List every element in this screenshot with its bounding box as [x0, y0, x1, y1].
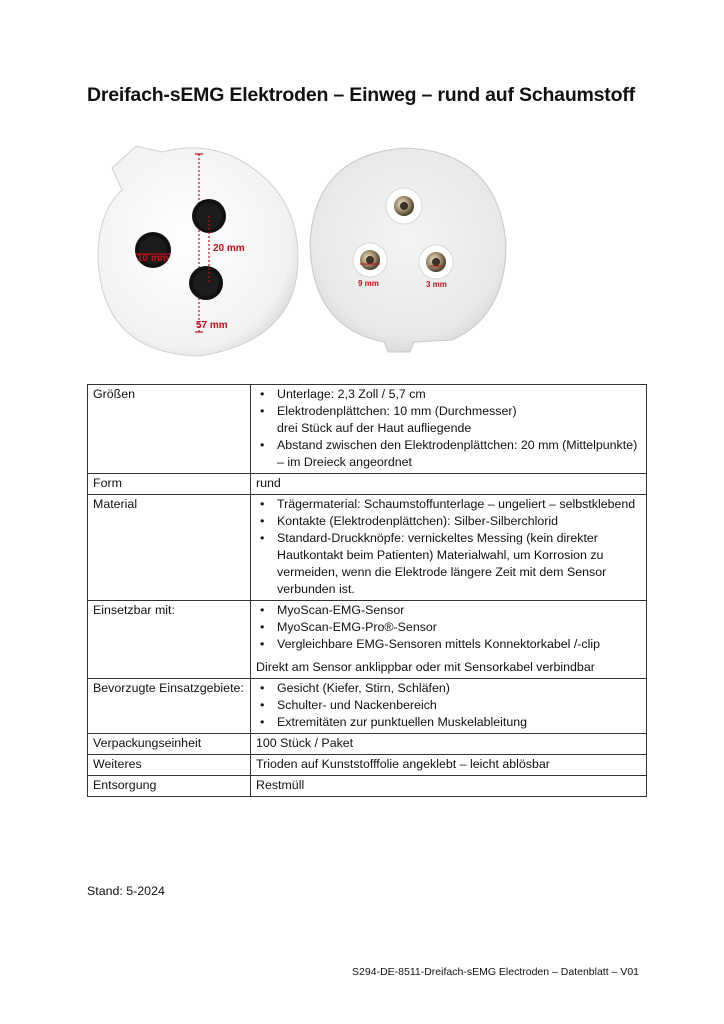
dim-9mm-label: 9 mm [358, 279, 379, 288]
row-value: rund [251, 474, 647, 495]
row-note: Direkt am Sensor anklippbar oder mit Sensorkabel verbindbar [256, 660, 595, 674]
list-item: • Unterlage: 2,3 Zoll / 5,7 cm [256, 386, 642, 403]
table-row [88, 474, 647, 495]
row-value [251, 679, 647, 734]
page-footer: S294-DE-8511-Dreifach-sEMG Electroden – Datenblatt – V01 [352, 966, 639, 978]
table-row [88, 776, 647, 797]
list-item: • Abstand zwischen den Elektrodenplättchen: 20 mm (Mittelpunkte) – im Dreieck angeordnet [256, 437, 642, 471]
row-value: 100 Stück / Paket [251, 734, 647, 755]
row-key: Größen [88, 385, 251, 474]
dim-10mm-label: 10 mm [137, 253, 169, 264]
row-value [251, 495, 647, 601]
row-value: Restmüll [251, 776, 647, 797]
row-key: Verpackungseinheit [88, 734, 251, 755]
dim-3mm-label: 3 mm [426, 280, 447, 289]
table-row [88, 495, 647, 601]
table-row [88, 601, 647, 679]
page-title: Dreifach-sEMG Elektroden – Einweg – rund auf Schaumstoff [87, 84, 635, 106]
list-item: • Schulter- und Nackenbereich [256, 697, 642, 714]
row-key: Einsetzbar mit: [88, 601, 251, 679]
row-key: Form [88, 474, 251, 495]
list-item: • MyoScan-EMG-Pro®-Sensor [256, 619, 642, 636]
list-item: • Elektrodenplättchen: 10 mm (Durchmesser) drei Stück auf der Haut aufliegende [256, 403, 642, 437]
dim-57mm-label: 57 mm [196, 320, 228, 331]
row-key: Bevorzugte Einsatzgebiete: [88, 679, 251, 734]
table-row [88, 734, 647, 755]
row-key: Entsorgung [88, 776, 251, 797]
electrode-back-image [302, 140, 514, 362]
revision-date: Stand: 5-2024 [87, 884, 165, 898]
list-item: • Standard-Druckknöpfe: vernickeltes Messing (kein direkter Hautkontakt beim Patienten) Materialwahl, um Korrosion zu vermeiden, wenn die Elektrode längere Zeit mit dem Sensor verbunden ist. [256, 530, 642, 598]
row-key: Weiteres [88, 755, 251, 776]
list-item: • MyoScan-EMG-Sensor [256, 602, 642, 619]
list-item: • Kontakte (Elektrodenplättchen): Silber-Silberchlorid [256, 513, 642, 530]
row-value: Trioden auf Kunststofffolie angeklebt – leicht ablösbar [251, 755, 647, 776]
row-value [251, 601, 647, 679]
table-row [88, 679, 647, 734]
table-row [88, 385, 647, 474]
dim-20mm-label: 20 mm [213, 243, 245, 254]
list-item: • Gesicht (Kiefer, Stirn, Schläfen) [256, 680, 642, 697]
list-item: • Trägermaterial: Schaumstoffunterlage – ungeliert – selbstklebend [256, 496, 642, 513]
row-key: Material [88, 495, 251, 601]
electrode-front-image [92, 140, 304, 362]
table-row [88, 755, 647, 776]
list-item-continuation: – im Dreieck angeordnet [277, 455, 412, 469]
specification-table [87, 384, 647, 797]
row-value [251, 385, 647, 474]
list-item-continuation: drei Stück auf der Haut aufliegende [277, 421, 472, 435]
list-item: • Vergleichbare EMG-Sensoren mittels Konnektorkabel /-clip [256, 636, 642, 653]
list-item: • Extremitäten zur punktuellen Muskelableitung [256, 714, 642, 731]
